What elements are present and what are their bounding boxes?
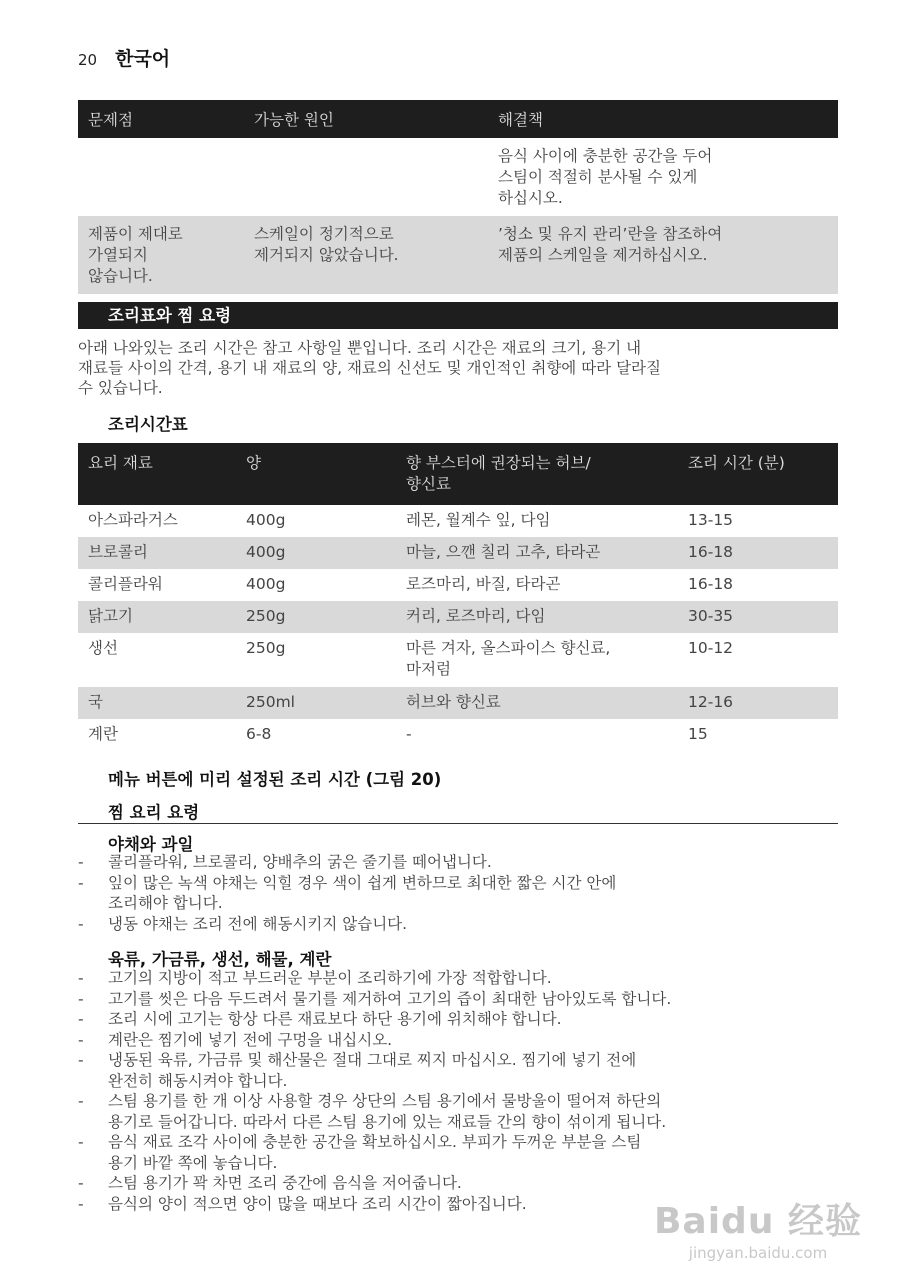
watermark-url: jingyan.baidu.com bbox=[688, 1244, 828, 1262]
list-item bbox=[78, 873, 838, 914]
list-item-text: 고기의 지방이 적고 부드러운 부분이 조리하기에 가장 적합합니다. bbox=[108, 969, 552, 987]
table-cell bbox=[78, 146, 246, 216]
list-item-text: 음식의 양이 적으면 양이 많을 때보다 조리 시간이 짧아집니다. bbox=[108, 1194, 527, 1213]
table-cell: 닭고기 bbox=[88, 607, 133, 625]
table-cell bbox=[246, 146, 490, 216]
table-cell: - bbox=[406, 725, 412, 743]
cell-line: 가열되지 bbox=[88, 246, 148, 264]
cooking-time-table bbox=[78, 443, 838, 751]
list-item bbox=[78, 968, 838, 989]
header-cell: 조리 시간 (분) bbox=[688, 454, 785, 472]
table-cell: 16-18 bbox=[688, 543, 734, 561]
veg-list bbox=[78, 852, 838, 934]
steaming-tips-title: 찜 요리 요령 bbox=[108, 803, 200, 822]
bullet-dash: - bbox=[78, 969, 84, 987]
divider bbox=[78, 823, 838, 824]
table-cell: 브로콜리 bbox=[88, 543, 148, 561]
troubleshooting-table bbox=[78, 100, 838, 294]
section-title-bar: 조리표와 찜 요령 bbox=[78, 302, 838, 329]
table-row bbox=[78, 569, 838, 601]
bullet-dash: - bbox=[78, 1010, 84, 1028]
meat-list bbox=[78, 968, 838, 1214]
bullet-dash: - bbox=[78, 1051, 84, 1069]
list-item-text: 조리 시에 고기는 항상 다른 재료보다 하단 용기에 위치해야 합니다. bbox=[108, 1010, 562, 1028]
table-cell: 계란 bbox=[88, 725, 118, 743]
table-cell: 12-16 bbox=[688, 693, 734, 711]
cell-line: 제품이 제대로 bbox=[88, 225, 183, 243]
table-header-row bbox=[78, 443, 838, 505]
veg-section-title: 야채와 과일 bbox=[108, 835, 194, 854]
bullet-dash: - bbox=[78, 1133, 84, 1151]
cell-line: 제거되지 않았습니다. bbox=[254, 246, 399, 264]
page-number: 20 bbox=[78, 51, 98, 69]
list-item bbox=[78, 1009, 838, 1030]
language-heading: 한국어 bbox=[115, 48, 171, 70]
header-cell: 양 bbox=[246, 454, 261, 472]
cell-line: 스케일이 정기적으로 bbox=[254, 225, 394, 243]
table-cell: 국 bbox=[88, 693, 103, 711]
page-header bbox=[78, 44, 170, 71]
list-item-text: 고기를 씻은 다음 두드려서 물기를 제거하여 고기의 즙이 최대한 남아있도록 합니다. bbox=[108, 989, 672, 1008]
meat-section-title: 육류, 가금류, 생선, 해물, 계란 bbox=[108, 950, 332, 969]
table-cell: 400g bbox=[246, 511, 286, 529]
table-cell: 콜리플라워 bbox=[88, 575, 163, 593]
list-item bbox=[78, 852, 838, 873]
cell-line: 않습니다. bbox=[88, 267, 153, 285]
preset-times-title: 메뉴 버튼에 미리 설정된 조리 시간 (그림 20) bbox=[108, 770, 442, 789]
list-item-text: 스팀 용기가 꽉 차면 조리 중간에 음식을 저어줍니다. bbox=[108, 1174, 462, 1192]
list-item bbox=[78, 1091, 838, 1132]
bullet-dash: - bbox=[78, 1194, 84, 1213]
bullet-dash: - bbox=[78, 853, 84, 871]
list-item-text: 스팀 용기를 한 개 이상 사용할 경우 상단의 스팀 용기에서 물방울이 떨어져 하단의 용기로 들어갑니다. 따라서 다른 스팀 용기에 있는 재료들 간의 향이 섞이게 됩니다. bbox=[108, 1092, 667, 1131]
table-cell: 250g bbox=[246, 607, 286, 625]
list-item-text: 잎이 많은 녹색 야채는 익힐 경우 색이 쉽게 변하므로 최대한 짧은 시간 안에 조리해야 합니다. bbox=[108, 873, 617, 912]
table-cell: 10-12 bbox=[688, 639, 734, 657]
table-cell: 250g bbox=[246, 639, 286, 657]
table-row bbox=[78, 687, 838, 719]
table-cell: 로즈마리, 바질, 타라곤 bbox=[406, 575, 561, 593]
table-cell: 커리, 로즈마리, 다임 bbox=[406, 607, 546, 625]
table-cell bbox=[246, 224, 490, 286]
header-cell: 요리 재료 bbox=[88, 454, 153, 472]
list-item-text: 음식 재료 조각 사이에 충분한 공간을 확보하십시오. 부피가 두꺼운 부분을 스팀 용기 바깥 쪽에 놓습니다. bbox=[108, 1133, 642, 1172]
cell-line: 음식 사이에 충분한 공간을 두어 bbox=[498, 147, 713, 165]
bullet-dash: - bbox=[78, 873, 84, 892]
header-cell: 해결책 bbox=[498, 111, 543, 129]
table-cell: 30-35 bbox=[688, 607, 734, 625]
cell-line: 제품의 스케일을 제거하십시오. bbox=[498, 246, 708, 264]
table-cell: 마른 겨자, 올스파이스 향신료, 마저럼 bbox=[406, 639, 611, 678]
table-row bbox=[78, 537, 838, 569]
table-cell bbox=[490, 224, 838, 286]
cooking-table-title: 조리시간표 bbox=[108, 415, 188, 434]
table-cell: 15 bbox=[688, 725, 708, 743]
intro-line: 재료들 사이의 간격, 용기 내 재료의 양, 재료의 신선도 및 개인적인 취향에 따라 달라질 bbox=[78, 359, 661, 377]
list-item-text: 계란은 찜기에 넣기 전에 구멍을 내십시오. bbox=[108, 1030, 393, 1049]
intro-paragraph bbox=[78, 338, 838, 398]
list-item-text: 콜리플라워, 브로콜리, 양배추의 굵은 줄기를 떼어냅니다. bbox=[108, 853, 492, 871]
table-row bbox=[78, 633, 838, 687]
list-item bbox=[78, 1030, 838, 1051]
table-cell: 250ml bbox=[246, 693, 295, 711]
bullet-dash: - bbox=[78, 914, 84, 933]
table-row bbox=[78, 719, 838, 751]
table-row bbox=[78, 505, 838, 537]
table-header-row bbox=[78, 100, 838, 138]
list-item bbox=[78, 989, 838, 1010]
header-cell: 향 부스터에 권장되는 허브/ 향신료 bbox=[406, 454, 591, 493]
bullet-dash: - bbox=[78, 1092, 84, 1110]
table-row bbox=[78, 138, 838, 216]
table-cell: 400g bbox=[246, 543, 286, 561]
list-item bbox=[78, 1050, 838, 1091]
header-cell: 문제점 bbox=[88, 111, 133, 129]
table-cell: 6-8 bbox=[246, 725, 272, 743]
table-cell: 13-15 bbox=[688, 511, 734, 529]
table-row bbox=[78, 601, 838, 633]
cell-line: 하십시오. bbox=[498, 189, 563, 207]
baidu-watermark bbox=[654, 1193, 862, 1262]
list-item bbox=[78, 1132, 838, 1173]
cell-line: ’청소 및 유지 관리’란을 참조하여 bbox=[498, 225, 723, 243]
bullet-dash: - bbox=[78, 989, 84, 1008]
table-cell: 마늘, 으깬 칠리 고추, 타라곤 bbox=[406, 543, 601, 561]
watermark-logo: Baidu 经验 bbox=[653, 1201, 862, 1242]
intro-line: 수 있습니다. bbox=[78, 379, 163, 397]
list-item-text: 냉동된 육류, 가금류 및 해산물은 절대 그대로 찌지 마십시오. 찜기에 넣기 전에 완전히 해동시켜야 합니다. bbox=[108, 1051, 637, 1090]
table-row bbox=[78, 216, 838, 294]
intro-line: 아래 나와있는 조리 시간은 참고 사항일 뿐입니다. 조리 시간은 재료의 크기, 용기 내 bbox=[78, 339, 642, 357]
list-item bbox=[78, 1173, 838, 1194]
header-cell: 가능한 원인 bbox=[254, 111, 334, 129]
table-cell: 생선 bbox=[88, 639, 118, 657]
table-cell: 레몬, 월계수 잎, 다임 bbox=[406, 511, 551, 529]
bullet-dash: - bbox=[78, 1030, 84, 1049]
list-item-text: 냉동 야채는 조리 전에 해동시키지 않습니다. bbox=[108, 914, 408, 933]
table-cell: 허브와 향신료 bbox=[406, 693, 501, 711]
table-cell: 16-18 bbox=[688, 575, 734, 593]
bullet-dash: - bbox=[78, 1174, 84, 1192]
list-item bbox=[78, 914, 838, 935]
table-cell bbox=[78, 224, 246, 286]
cell-line: 스팀이 적절히 분사될 수 있게 bbox=[498, 168, 698, 186]
table-cell: 400g bbox=[246, 575, 286, 593]
table-cell bbox=[490, 146, 838, 216]
table-cell: 아스파라거스 bbox=[88, 511, 178, 529]
